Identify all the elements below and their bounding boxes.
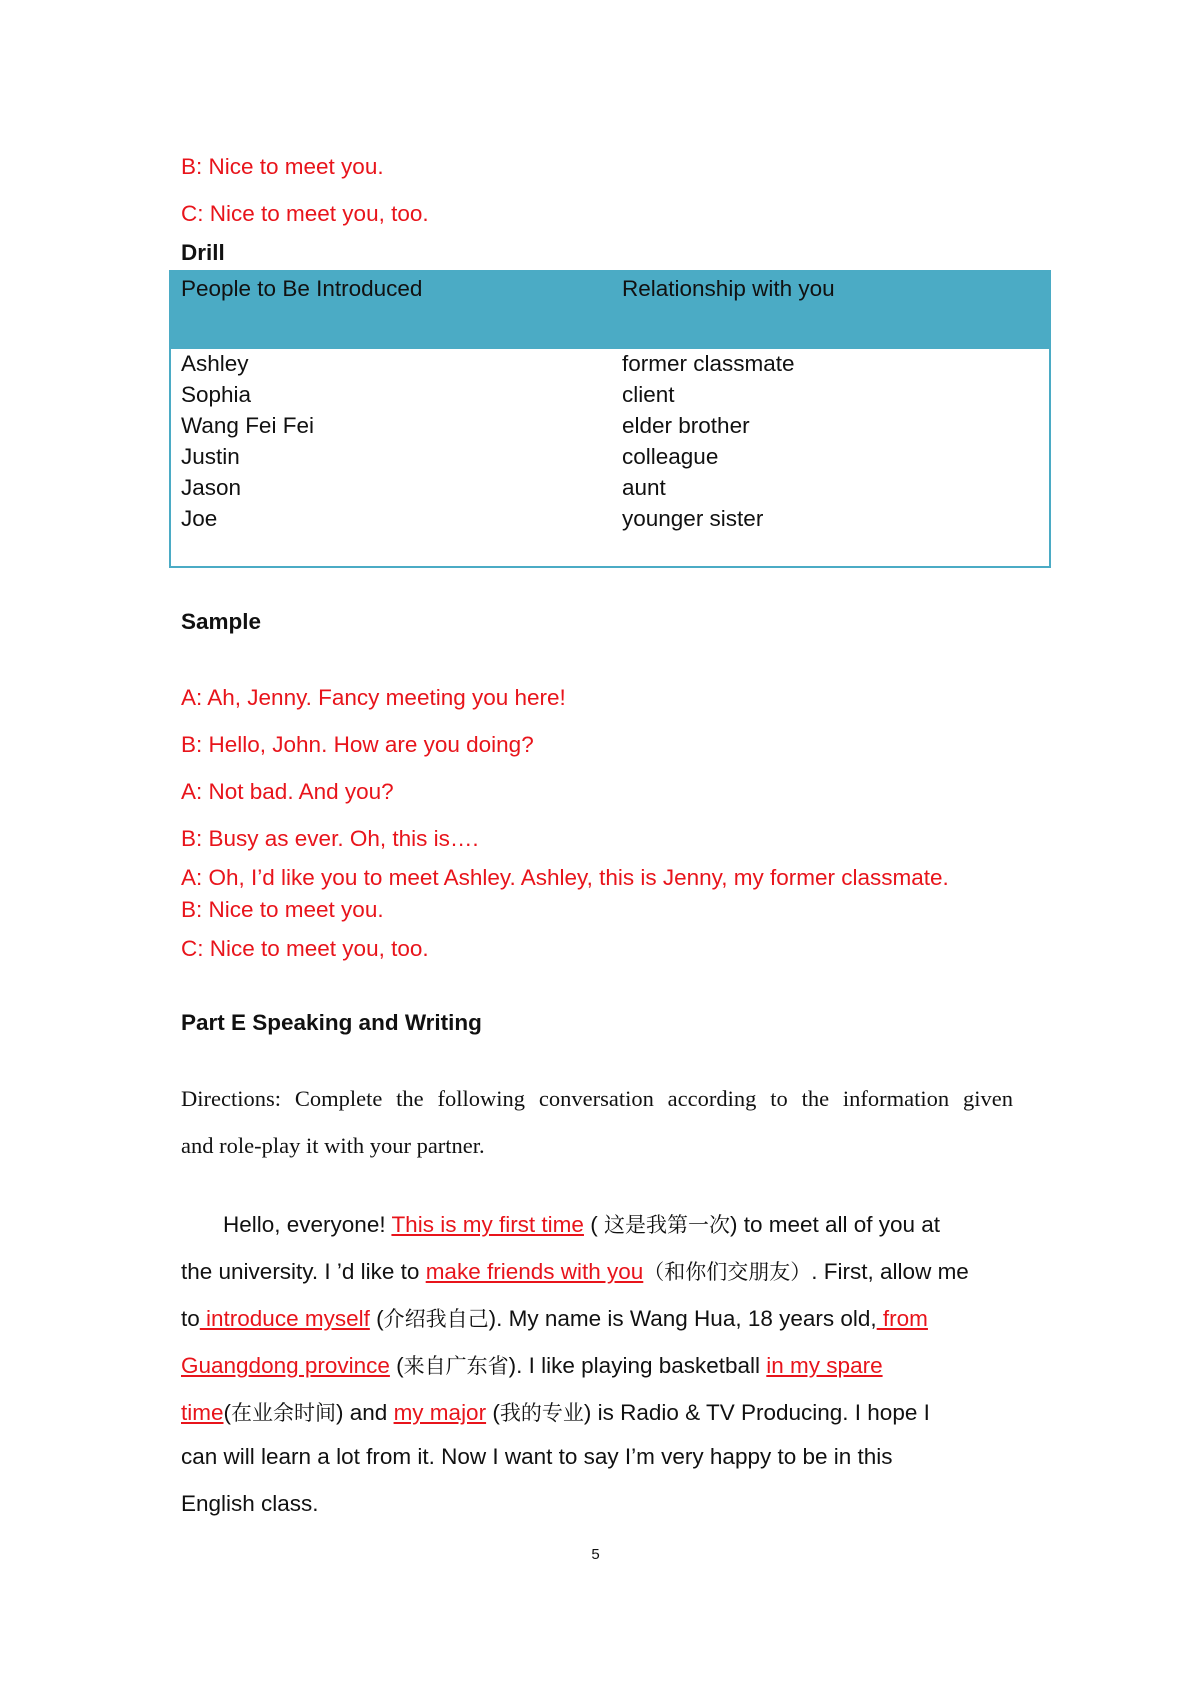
paragraph-line [223, 1209, 940, 1239]
paragraph-line [181, 1397, 930, 1427]
answer-blank: my major [393, 1400, 487, 1425]
drill-table-header [171, 272, 1049, 349]
drill-cell-person: Wang Fei Fei [181, 413, 314, 438]
table-row [171, 380, 1049, 411]
chinese-hint: 介绍我自己 [383, 1307, 489, 1331]
sample-line: B: Nice to meet you. [181, 897, 384, 922]
answer-blank: Guangdong province [181, 1353, 390, 1378]
answer-blank: make friends with you [425, 1259, 644, 1284]
intro-line-b: B: Nice to meet you. [181, 154, 384, 179]
paragraph-text: ) and [336, 1400, 394, 1425]
paragraph-text: ) to meet all of you at [729, 1212, 941, 1237]
answer-blank: in my spare [766, 1353, 883, 1378]
paragraph-text: ( [583, 1212, 604, 1237]
drill-cell-person: Joe [181, 506, 218, 531]
drill-cell-person: Jason [181, 475, 242, 500]
answer-blank: from [876, 1306, 928, 1331]
paragraph-text: Hello, everyone! [223, 1212, 392, 1237]
chinese-hint: 这是我第一次 [603, 1213, 730, 1237]
sample-line: B: Hello, John. How are you doing? [181, 732, 534, 757]
sample-heading: Sample [181, 609, 262, 634]
sample-line: A: Not bad. And you? [181, 779, 394, 804]
paragraph-text: ). I like playing basketball [508, 1353, 767, 1378]
table-row [171, 411, 1049, 442]
paragraph-text: ( [223, 1400, 232, 1425]
sample-line: B: Busy as ever. Oh, this is…. [181, 826, 479, 851]
drill-cell-relationship: elder brother [622, 413, 750, 438]
paragraph-line [181, 1303, 928, 1333]
answer-blank: introduce myself [199, 1306, 370, 1331]
drill-cell-person: Ashley [181, 351, 249, 376]
paragraph-line: English class. [181, 1491, 319, 1516]
table-row [171, 473, 1049, 504]
paragraph-text: ( [369, 1306, 384, 1331]
chinese-hint: （和你们交朋友） [643, 1260, 812, 1284]
sample-line: C: Nice to meet you, too. [181, 936, 429, 961]
drill-table [169, 270, 1051, 568]
table-row [171, 349, 1049, 380]
answer-blank: This is my first time [391, 1212, 584, 1237]
chinese-hint: 在业余时间 [231, 1401, 337, 1425]
directions-line: and role-play it with your partner. [181, 1133, 485, 1158]
paragraph-line: can will learn a lot from it. Now I want to say I’m very happy to be in this [181, 1444, 893, 1469]
sample-line: A: Oh, I’d like you to meet Ashley. Ashley, this is Jenny, my former classmate. [181, 865, 949, 890]
intro-line-c: C: Nice to meet you, too. [181, 201, 429, 226]
paragraph-text: the university. I ’d like to [181, 1259, 426, 1284]
drill-table-body [171, 349, 1049, 535]
drill-header-relationship: Relationship with you [622, 276, 835, 301]
drill-cell-relationship: client [622, 382, 675, 407]
drill-cell-person: Sophia [181, 382, 252, 407]
answer-blank: time [181, 1400, 224, 1425]
table-row [171, 442, 1049, 473]
paragraph-text: ( [486, 1400, 500, 1425]
drill-heading: Drill [181, 240, 225, 265]
part-e-heading: Part E Speaking and Writing [181, 1010, 482, 1035]
directions-line: Directions: Complete the following conversation according to the information given [181, 1086, 1013, 1111]
drill-cell-person: Justin [181, 444, 240, 469]
paragraph-line [181, 1256, 969, 1286]
chinese-hint: 来自广东省 [403, 1354, 509, 1378]
paragraph-text: ) is Radio & TV Producing. I hope I [583, 1400, 930, 1425]
paragraph-line [181, 1350, 883, 1380]
drill-cell-relationship: colleague [622, 444, 719, 469]
paragraph-text: . First, allow me [811, 1259, 969, 1284]
drill-cell-relationship: younger sister [622, 506, 764, 531]
chinese-hint: 我的专业 [499, 1401, 584, 1425]
paragraph-text: ). My name is Wang Hua, 18 years old, [488, 1306, 877, 1331]
sample-line: A: Ah, Jenny. Fancy meeting you here! [181, 685, 566, 710]
drill-cell-relationship: former classmate [622, 351, 795, 376]
paragraph-text: to [181, 1306, 200, 1331]
paragraph-text: ( [389, 1353, 404, 1378]
drill-cell-relationship: aunt [622, 475, 666, 500]
drill-header-people: People to Be Introduced [181, 276, 423, 301]
table-row [171, 504, 1049, 535]
page-number: 5 [591, 1546, 600, 1563]
